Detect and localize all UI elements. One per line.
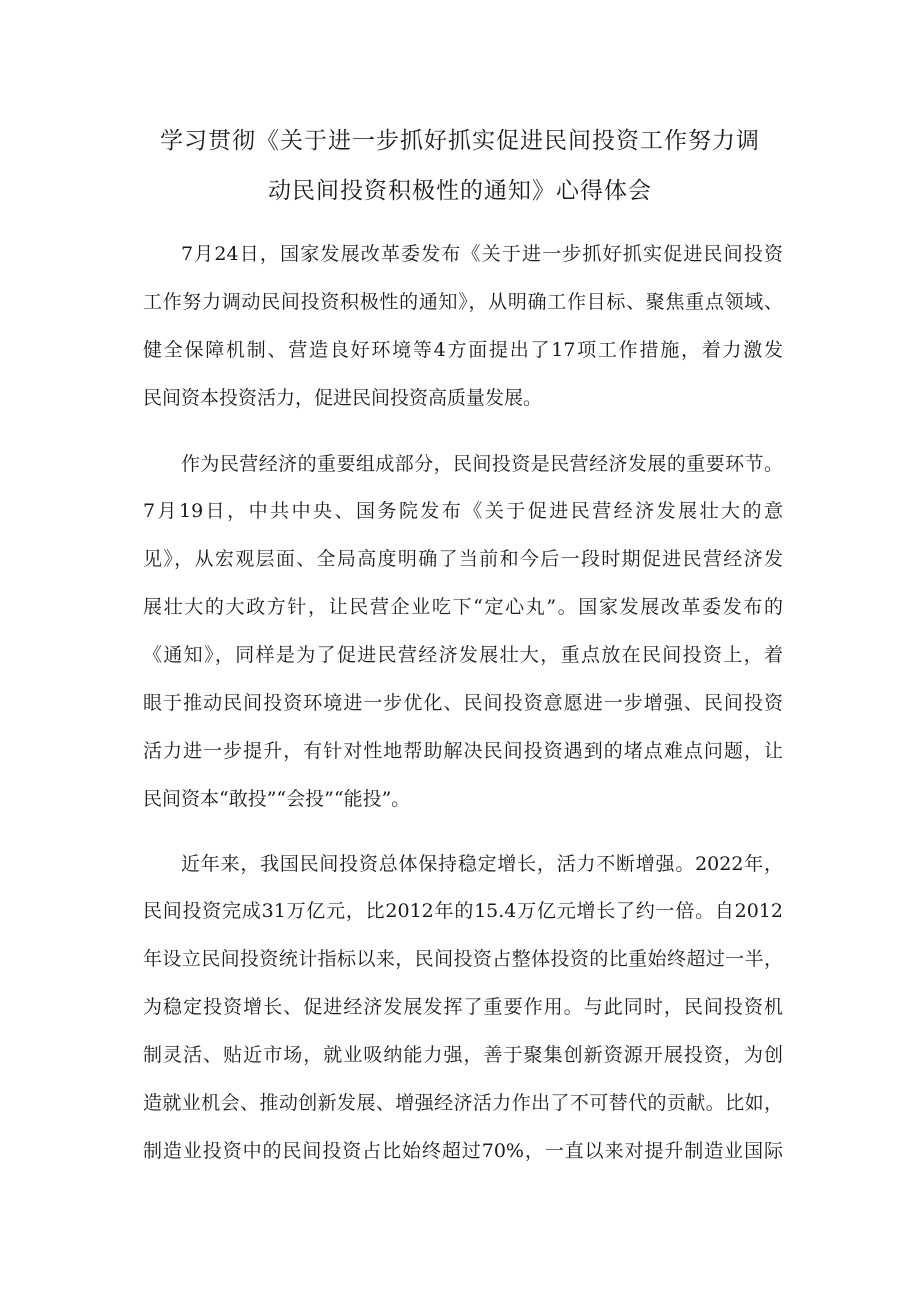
- paragraph-2-line-4: 展壮大的大政方针，让民营企业吃下“定心丸”。国家发展改革委发布的: [143, 596, 783, 618]
- paragraph-2-line-2: 7月19日，中共中央、国务院发布《关于促进民营经济发展壮大的意: [143, 500, 783, 522]
- document-title-line-2: 动民间投资积极性的通知》心得体会: [268, 178, 652, 204]
- paragraph-2-line-8: 民间资本“敢投”“会投”“能投”。: [143, 788, 411, 810]
- paragraph-1-line-1: 7月24日，国家发展改革委发布《关于进一步抓好抓实促进民间投资: [181, 243, 783, 265]
- paragraph-3-line-7: 制造业投资中的民间投资占比始终超过70%，一直以来对提升制造业国际: [143, 1140, 783, 1162]
- paragraph-1-line-3: 健全保障机制、营造良好环境等4方面提出了17项工作措施，着力激发: [143, 339, 783, 361]
- paragraph-3-line-2: 民间投资完成31万亿元，比2012年的15.4万亿元增长了约一倍。自2012: [143, 900, 783, 922]
- paragraph-3-line-1: 近年来，我国民间投资总体保持稳定增长，活力不断增强。2022年，: [181, 853, 783, 875]
- paragraph-3-line-3: 年设立民间投资统计指标以来，民间投资占整体投资的比重始终超过一半，: [143, 948, 783, 970]
- paragraph-3-line-6: 造就业机会、推动创新发展、增强经济活力作出了不可替代的贡献。比如，: [143, 1092, 783, 1114]
- document-title-line-1: 学习贯彻《关于进一步抓好抓实促进民间投资工作努力调: [160, 128, 760, 154]
- paragraph-2-line-3: 见》，从宏观层面、全局高度明确了当前和今后一段时期促进民营经济发: [143, 548, 783, 570]
- paragraph-2-line-6: 眼于推动民间投资环境进一步优化、民间投资意愿进一步增强、民间投资: [143, 692, 783, 714]
- paragraph-2-line-1: 作为民营经济的重要组成部分，民间投资是民营经济发展的重要环节。: [181, 453, 783, 475]
- paragraph-3-line-4: 为稳定投资增长、促进经济发展发挥了重要作用。与此同时，民间投资机: [143, 996, 783, 1018]
- paragraph-3-line-5: 制灵活、贴近市场，就业吸纳能力强，善于聚集创新资源开展投资，为创: [143, 1044, 783, 1066]
- paragraph-2-line-5: 《通知》，同样是为了促进民营经济发展壮大，重点放在民间投资上，着: [143, 644, 783, 666]
- paragraph-2-line-7: 活力进一步提升，有针对性地帮助解决民间投资遇到的堵点难点问题，让: [143, 740, 783, 762]
- paragraph-1-line-2: 工作努力调动民间投资积极性的通知》，从明确工作目标、聚焦重点领域、: [143, 291, 783, 313]
- paragraph-1-line-4: 民间资本投资活力，促进民间投资高质量发展。: [143, 387, 543, 409]
